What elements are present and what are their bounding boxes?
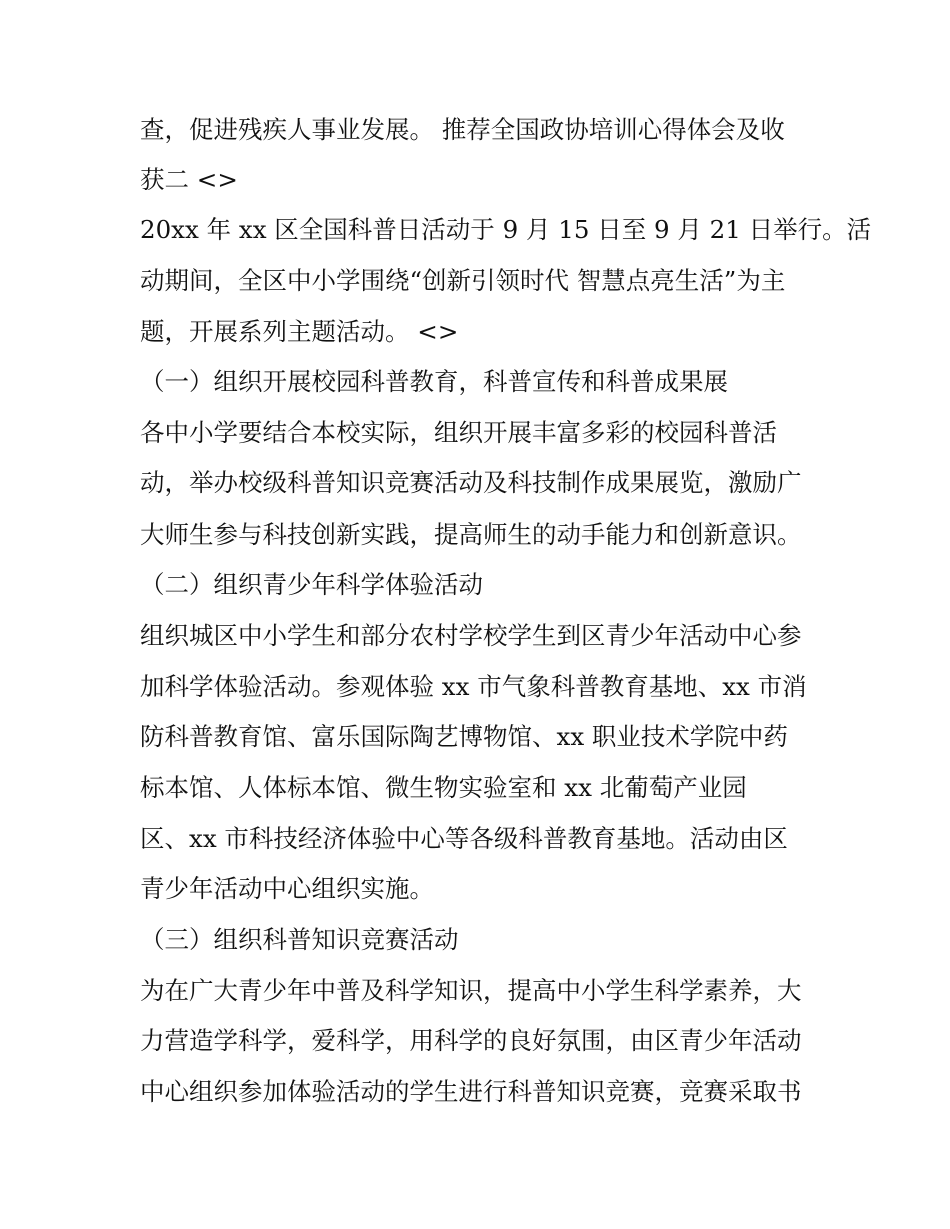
text-line: 20xx 年 xx 区全国科普日活动于 9 月 15 日至 9 月 21 日举行。活 — [140, 215, 872, 244]
text-line: 青少年活动中心组织实施。 — [140, 874, 434, 903]
text-line: 动期间，全区中小学围绕“创新引领时代 智慧点亮生活”为主 — [140, 266, 786, 295]
text-line: 动，举办校级科普知识竞赛活动及科技制作成果展览，激励广 — [140, 468, 802, 497]
text-line: 查，促进残疾人事业发展。 推荐全国政协培训心得体会及收 — [140, 115, 785, 144]
text-line: 组织城区中小学生和部分农村学校学生到区青少年活动中心参 — [140, 621, 802, 650]
text-line: 题，开展系列主题活动。 <> — [140, 317, 459, 346]
section-heading: （一）组织开展校园科普教育，科普宣传和科普成果展 — [140, 367, 728, 396]
text-line: 大师生参与科技创新实践，提高师生的动手能力和创新意识。 — [140, 520, 802, 549]
text-line: 防科普教育馆、富乐国际陶艺博物馆、xx 职业技术学院中药 — [140, 722, 788, 751]
text-line: 加科学体验活动。参观体验 xx 市气象科普教育基地、xx 市消 — [140, 672, 807, 701]
text-line: 区、xx 市科技经济体验中心等各级科普教育基地。活动由区 — [140, 824, 788, 853]
text-line: 各中小学要结合本校实际，组织开展丰富多彩的校园科普活 — [140, 418, 777, 447]
text-line: 中心组织参加体验活动的学生进行科普知识竞赛，竞赛采取书 — [140, 1077, 802, 1106]
text-line: 标本馆、人体标本馆、微生物实验室和 xx 北葡萄产业园 — [140, 773, 747, 802]
text-line: 获二 <> — [140, 165, 238, 194]
section-heading: （二）组织青少年科学体验活动 — [140, 570, 483, 599]
text-line: 为在广大青少年中普及科学知识，提高中小学生科学素养，大 — [140, 976, 802, 1005]
section-heading: （三）组织科普知识竞赛活动 — [140, 925, 459, 954]
text-line: 力营造学科学，爱科学，用科学的良好氛围，由区青少年活动 — [140, 1026, 802, 1055]
